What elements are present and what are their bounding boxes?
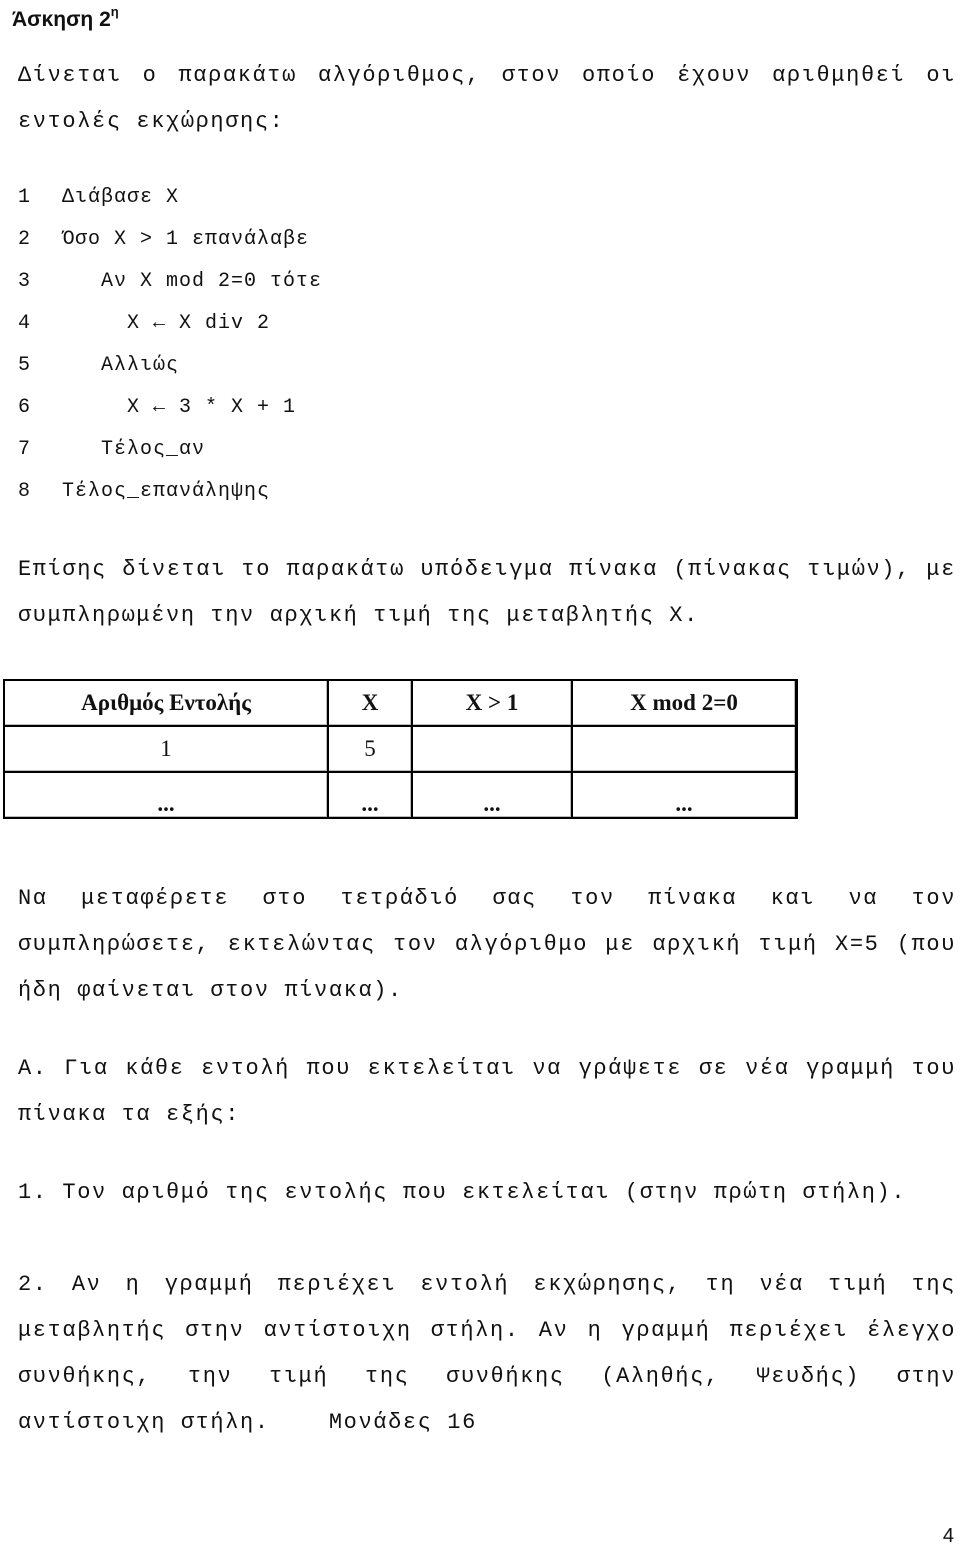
code-line: 3 Αν Χ mod 2=0 τότε	[18, 270, 323, 293]
code-line: 1 Διάβασε Χ	[18, 186, 180, 209]
trace-table	[3, 679, 798, 819]
exercise-title: Άσκηση $2^\eta$	[12, 4, 119, 31]
table-cell: 1	[3, 725, 327, 771]
code-line: 4 Χ ← Χ div 2	[18, 312, 271, 335]
header-cell: Χ	[327, 679, 411, 725]
table-row	[3, 771, 798, 819]
instructions-paragraph: Να μεταφέρετε στο τετράδιό σας τον πίνακα και να τον συμπληρώσετε, εκτελώντας τον αλγόριθμο με αρχική τιμή Χ=5 (που ήδη φαίνεται στον πίνακα).	[18, 886, 956, 1003]
table-cell: 5	[327, 725, 411, 771]
table-cell	[571, 725, 798, 771]
header-cell: Αριθμός Εντολής	[3, 679, 327, 725]
code-line: 8 Τέλος_επανάληψης	[18, 480, 271, 503]
table-intro-paragraph: Επίσης δίνεται το παρακάτω υπόδειγμα πίνακα (πίνακας τιμών), με συμπληρωμένη την αρχική τιμή της μεταβλητής Χ.	[18, 557, 956, 628]
instruction-item-1: 1. Τον αριθμό της εντολής που εκτελείται (στην πρώτη στήλη).	[18, 1180, 907, 1205]
header-cell: Χ mod 2=0	[571, 679, 798, 725]
table-cell: ...	[411, 771, 571, 819]
table-cell: ...	[3, 771, 327, 819]
points-label: Μονάδες 16	[328, 1410, 477, 1435]
code-line: 5 Αλλιώς	[18, 354, 180, 377]
instruction-item-2: 2. Αν η γραμμή περιέχει εντολή εκχώρησης, τη νέα τιμή της μεταβλητής στην αντίστοιχη στήλη. Αν η γραμμή περιέχει έλεγχο συνθήκης, την τιμή της συνθήκης (Αληθής, Ψευδής) στην αντίστοιχη στήλη. Μονάδες 16	[18, 1272, 956, 1435]
code-line: 2 Όσο Χ > 1 επανάλαβε	[18, 228, 310, 251]
intro-paragraph: Δίνεται ο παρακάτω αλγόριθμος, στον οποίο έχουν αριθμηθεί οι εντολές εκχώρησης:	[18, 63, 956, 134]
header-cell: Χ > 1	[411, 679, 571, 725]
table-header-row	[3, 679, 798, 725]
table-cell: ...	[327, 771, 411, 819]
page-number: 4	[942, 1525, 954, 1547]
table-cell: ...	[571, 771, 798, 819]
table-row	[3, 725, 798, 771]
code-line: 6 Χ ← 3 * Χ + 1	[18, 396, 297, 419]
code-line: 7 Τέλος_αν	[18, 438, 206, 461]
table-cell	[411, 725, 571, 771]
part-a-paragraph: Α. Για κάθε εντολή που εκτελείται να γράψετε σε νέα γραμμή του πίνακα τα εξής:	[18, 1056, 956, 1127]
